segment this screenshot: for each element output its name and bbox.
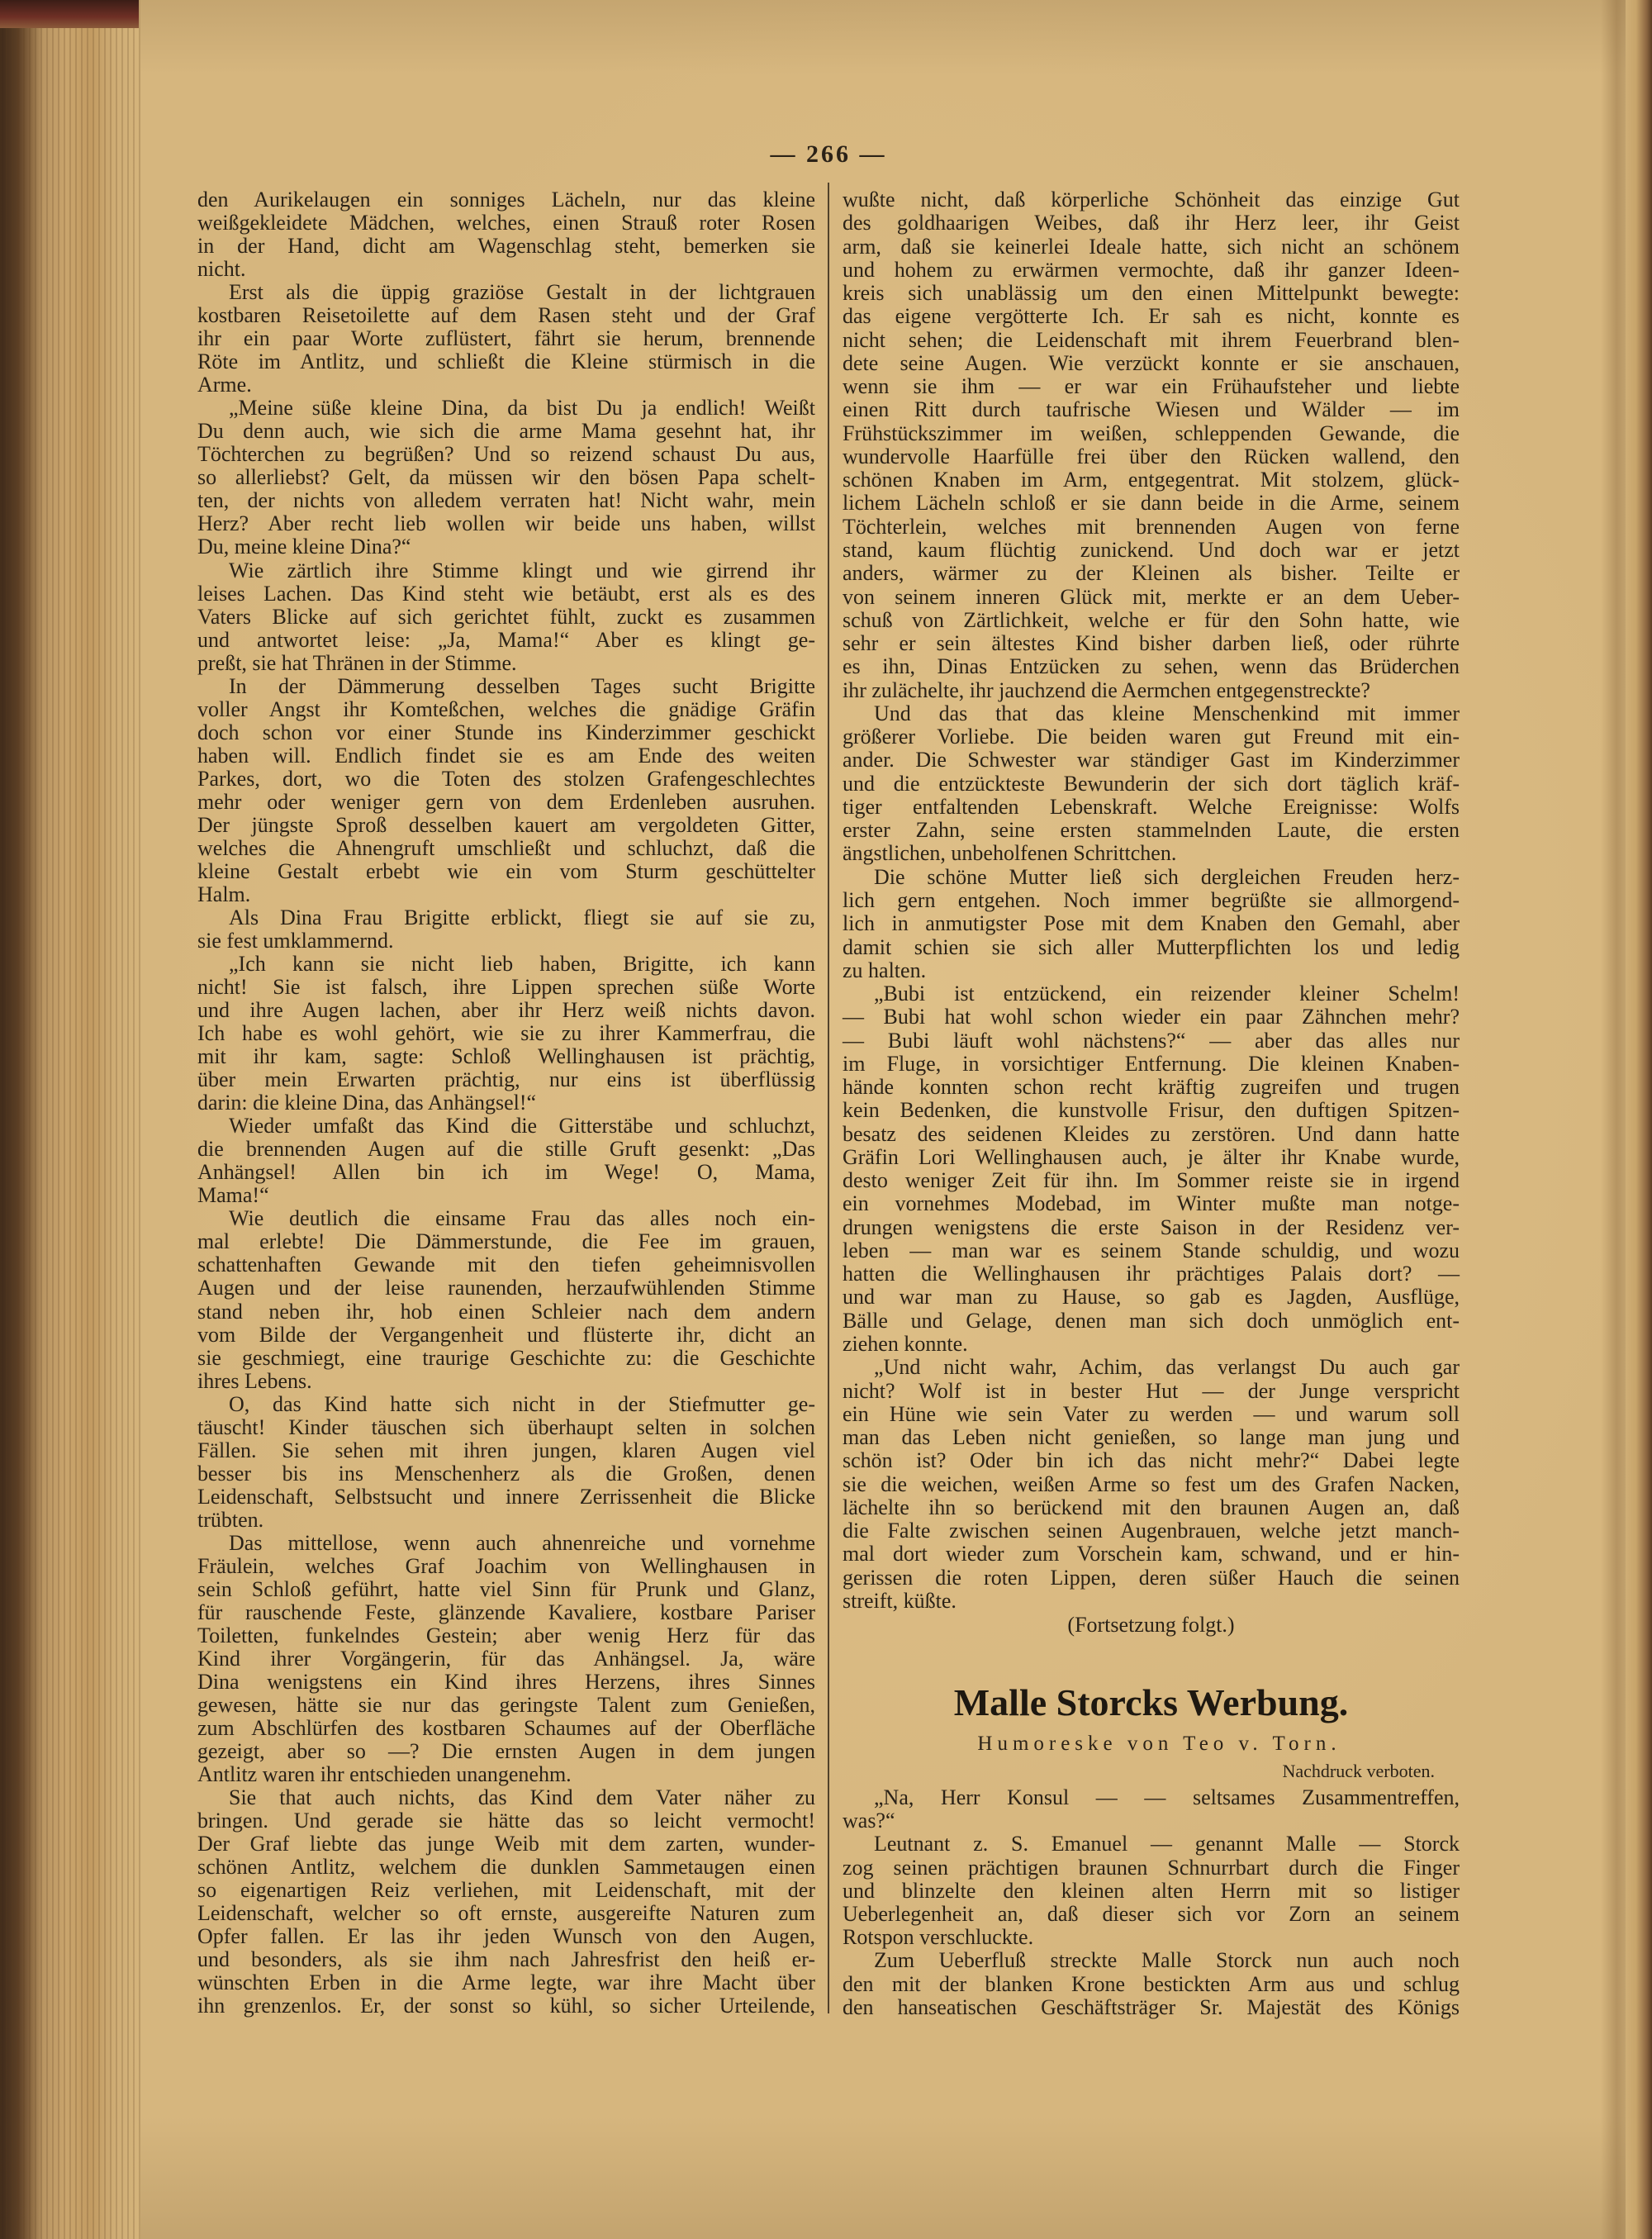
text-line: Töchterlein, welches mit brennenden Augen von ferne: [843, 514, 1460, 539]
text-line: gewesen, hätte sie nur das geringste Talent zum Genießen,: [197, 1693, 815, 1718]
text-line: welches die Ahnengruft umschließt und schluchzt, daß die: [197, 835, 815, 860]
text-line: drungen wenigstens die erste Saison in der Residenz ver-: [843, 1215, 1460, 1239]
text-line: sehr er sein ältestes Kind bisher darben ließ, oder rührte: [843, 631, 1460, 656]
text-line: streift, küßte.: [843, 1588, 957, 1613]
text-line: anders, wärmer zu der Kleinen als bisher. Teilte er: [843, 561, 1460, 586]
text-line: desto weniger Zeit für ihn. Im Sommer reiste sie in irgend: [843, 1168, 1460, 1193]
text-line: die Falte zwischen seinen Augenbrauen, welche jetzt manch-: [843, 1519, 1460, 1543]
paragraph: [197, 1115, 815, 1207]
text-line: über mein Erwarten prächtig, nur eins ist überflüssig: [197, 1067, 815, 1092]
text-line: lächelte ihn so berückend mit den braunen Augen an, daß: [843, 1495, 1460, 1519]
paragraph: [197, 1786, 815, 2018]
text-line: schuß von Zärtlichkeit, welche er für den Sohn hatte, wie: [843, 607, 1460, 632]
text-line: Ich habe es wohl gehört, wie sie zu ihrer Kammerfrau, die: [197, 1021, 815, 1046]
text-line: Rotspon verschluckte.: [843, 1925, 1034, 1950]
text-line: dete seine Augen. Wie verzückt konnte er sie anschauen,: [843, 350, 1460, 375]
adjacent-page-edge: [1626, 0, 1652, 2239]
text-line: ängstlichen, unbeholfenen Schrittchen.: [843, 841, 1177, 866]
text-line: Wieder umfaßt das Kind die Gitterstäbe und schluchzt,: [229, 1114, 815, 1139]
continuation-note: (Fortsetzung folgt.): [1067, 1613, 1235, 1637]
text-line: weißgekleidete Mädchen, welches, einen Strauß roter Rosen: [197, 211, 815, 235]
text-line: Zum Ueberfluß streckte Malle Storck nun auch noch: [874, 1948, 1460, 1973]
text-line: Du denn auch, wie sich die arme Mama gesehnt hat, ihr: [197, 419, 815, 444]
paragraph: [843, 866, 1460, 982]
text-line: wußte nicht, daß körperliche Schönheit das einzige Gut: [843, 188, 1460, 212]
text-line: Ueberlegenheit an, daß dieser sich vor Zorn an seinem: [843, 1901, 1460, 1926]
text-line: Du, meine kleine Dina?“: [197, 535, 411, 559]
text-line: Antlitz waren ihr entschieden unangenehm.: [197, 1762, 572, 1787]
text-line: zum Abschlürfen des kostbaren Schaumes auf der Oberfläche: [197, 1716, 815, 1741]
text-line: Bälle und Gelage, denen man sich doch unmöglich ent-: [843, 1308, 1460, 1333]
page-number: — 266 —: [770, 140, 887, 168]
text-line: Augen und der leise raunenden, herzaufwühlenden Stimme: [197, 1276, 815, 1300]
text-line: besser bis ins Menschenherz als die Großen, denen: [197, 1461, 815, 1486]
paragraph: [197, 397, 815, 559]
rights-notice: Nachdruck verboten.: [1282, 1761, 1435, 1781]
text-line: was?“: [843, 1809, 895, 1833]
text-line: bringen. Und gerade sie hätte das so leicht vermocht!: [197, 1809, 815, 1833]
text-line: — Bubi hat wohl schon wieder ein paar Zähnchen mehr?: [843, 1005, 1460, 1029]
text-line: erster Zahn, seine ersten stammelnden Laute, die ersten: [843, 818, 1460, 843]
text-line: Anhängsel! Allen bin ich im Wege! O, Mama,: [197, 1160, 815, 1185]
text-line: vom Bilde der Vergangenheit und flüsterte ihr, dicht an: [197, 1322, 815, 1347]
text-line: ihn grenzenlos. Er, der sonst so kühl, so sicher Urteilende,: [197, 1994, 815, 2018]
text-line: ihr zulächelte, ihr jauchzend die Aermchen entgegenstreckte?: [843, 677, 1370, 702]
text-line: Arme.: [197, 373, 252, 397]
text-line: es ihn, Dinas Entzücken zu sehen, wenn das Brüderchen: [843, 654, 1460, 679]
paragraph: [843, 1786, 1460, 1833]
text-line: nicht.: [197, 257, 246, 282]
text-line: kreis sich unablässig um den einen Mittelpunkt bewegte:: [843, 281, 1460, 306]
text-line: Sie that auch nichts, das Kind dem Vater näher zu: [229, 1785, 815, 1810]
text-line: leben — man war es seinem Stande schuldig, und wozu: [843, 1238, 1460, 1262]
text-line: — Bubi läuft wohl nächstens?“ — aber das alles nur: [843, 1028, 1460, 1053]
book-binding-edge: [0, 0, 140, 2239]
text-line: hatten die Wellinghausen ihr prächtiges Palais dort? —: [843, 1262, 1460, 1286]
text-line: wundervolle Haarfülle frei über den Rücken wallend, den: [843, 444, 1460, 468]
text-line: und ihre Augen lachen, aber ihr Herz weiß nichts davon.: [197, 998, 815, 1023]
paragraph: [197, 1207, 815, 1392]
text-line: Der jüngste Sproß desselben kauert am vergoldeten Gitter,: [197, 812, 815, 837]
text-line: Fräulein, welches Graf Joachim von Wellinghausen in: [197, 1553, 815, 1578]
paragraph: [197, 559, 815, 675]
text-line: ein vornehmes Modebad, im Winter mußte man notge-: [843, 1191, 1460, 1216]
text-line: und blinzelte den kleinen alten Herrn mit so listiger: [843, 1878, 1460, 1903]
text-line: mehr oder weniger gern von dem Erdenleben ausruhen.: [197, 789, 815, 814]
text-line: Mama!“: [197, 1183, 269, 1208]
text-line: Die schöne Mutter ließ sich dergleichen Freuden herz-: [874, 864, 1460, 889]
text-line: Als Dina Frau Brigitte erblickt, fliegt sie auf sie zu,: [229, 905, 815, 929]
text-line: ziehen konnte.: [843, 1332, 968, 1357]
paragraph: [197, 953, 815, 1115]
text-line: und war man zu Hause, so gab es Jagden, Ausflüge,: [843, 1285, 1460, 1310]
left-column: [197, 188, 815, 2018]
column-divider: [828, 183, 829, 2013]
text-line: und antwortet leise: „Ja, Mama!“ Aber es klingt ge-: [197, 627, 815, 652]
text-line: preßt, sie hat Thränen in der Stimme.: [197, 650, 517, 675]
text-line: leises Lachen. Das Kind steht wie betäubt, erst als es des: [197, 581, 815, 606]
text-line: und besonders, als sie ihm nach Jahresfrist den heiß er-: [197, 1947, 815, 1972]
text-line: Toiletten, funkelndes Gestein; aber wenig Herz für das: [197, 1623, 815, 1647]
text-line: Gräfin Lori Wellinghausen auch, je älter ihr Knabe wurde,: [843, 1144, 1460, 1169]
text-line: besatz des seidenen Kleides zu zerstören. Und dann hatte: [843, 1121, 1460, 1146]
paragraph: [197, 188, 815, 281]
text-line: und die entzückteste Bewunderin der sich dort täglich kräf-: [843, 771, 1460, 796]
text-line: haben will. Endlich findet sie es am Ende des weiten: [197, 743, 815, 768]
text-line: stand neben ihr, hob einen Schleier nach dem andern: [197, 1299, 815, 1324]
paragraph: [843, 1833, 1460, 1949]
text-line: Vaters Blicke auf sich gerichtet fühlt, zuckt es zusammen: [197, 604, 815, 629]
story-title: Malle Storcks Werbung.: [953, 1681, 1349, 1723]
book-cover-corner: [0, 0, 139, 28]
text-line: von seinem inneren Glück mit, merkte er an dem Ueber-: [843, 584, 1460, 609]
text-line: doch schon vor einer Stunde ins Kinderzimmer geschickt: [197, 720, 815, 744]
text-line: lich gern entgehen. Noch immer begrüßte sie allmorgend-: [843, 887, 1460, 912]
text-line: trübten.: [197, 1507, 264, 1532]
text-line: in der Hand, dicht am Wagenschlag steht, bemerken sie: [197, 234, 815, 259]
text-line: Das mittellose, wenn auch ahnenreiche und vornehme: [229, 1530, 815, 1555]
text-line: zog seinen prächtigen braunen Schnurrbart durch die Finger: [843, 1855, 1460, 1880]
text-line: wünschten Erben in die Arme legte, war ihre Macht über: [197, 1970, 815, 1995]
text-line: Opfer fallen. Er las ihr jeden Wunsch von den Augen,: [197, 1924, 815, 1949]
text-line: damit schien sie sich aller Mutterpflichten los und ledig: [843, 934, 1460, 959]
text-line: das eigene vergötterte Ich. Er sah es nicht, konnte es: [843, 304, 1460, 329]
text-line: stand, kaum flüchtig zunickend. Und doch war er jetzt: [843, 537, 1460, 562]
text-line: gezeigt, aber so —? Die ernsten Augen in dem jungen: [197, 1739, 815, 1764]
text-line: Leidenschaft, welcher so oft ernste, ausgereifte Naturen zum: [197, 1901, 815, 1926]
story-column: [843, 1786, 1460, 2019]
text-line: man das Leben nicht genießen, so lange man jung und: [843, 1425, 1460, 1450]
text-line: mit ihr kam, sagte: Schloß Wellinghausen ist prächtig,: [197, 1044, 815, 1069]
paragraph: [197, 906, 815, 953]
text-line: Herz? Aber recht lieb wollen wir beide uns haben, willst: [197, 511, 815, 536]
text-line: nicht! Sie ist falsch, ihre Lippen sprechen süße Worte: [197, 975, 815, 1000]
text-line: lichem Lächeln schloß er sie dann beide in die Arme, seinem: [843, 491, 1460, 516]
text-line: sein Schloß geführt, hatte viel Sinn für Prunk und Glanz,: [197, 1576, 815, 1601]
text-line: nicht? Wolf ist in bester Hut — der Junge verspricht: [843, 1378, 1460, 1403]
text-line: die brennenden Augen auf die stille Gruft gesenkt: „Das: [197, 1137, 815, 1162]
text-line: ihr ein paar Worte zuflüstert, fährt sie herum, brennende: [197, 326, 815, 351]
text-line: Halm.: [197, 882, 251, 906]
text-line: täuscht! Kinder täuschen sich überhaupt selten in solchen: [197, 1414, 815, 1439]
text-line: sie die weichen, weißen Arme so fest um des Grafen Nacken,: [843, 1471, 1460, 1496]
text-line: kleine Gestalt erbebt wie ein vom Sturm geschüttelter: [197, 858, 815, 883]
right-column: [843, 188, 1460, 1613]
text-line: Und das that das kleine Menschenkind mit immer: [874, 701, 1460, 725]
text-line: des goldhaarigen Weibes, daß ihr Herz leer, ihr Geist: [843, 211, 1460, 235]
text-line: Wie zärtlich ihre Stimme klingt und wie girrend ihr: [229, 558, 815, 582]
text-line: sie geschmiegt, eine traurige Geschichte zu: die Geschichte: [197, 1345, 815, 1370]
text-line: tiger entfaltenden Lebenskraft. Welche Ereignisse: Wolfs: [843, 794, 1460, 819]
text-line: Wie deutlich die einsame Frau das alles noch ein-: [229, 1206, 815, 1231]
text-line: für rauschende Feste, glänzende Kavaliere, kostbare Pariser: [197, 1600, 815, 1624]
text-line: In der Dämmerung desselben Tages sucht Brigitte: [229, 673, 815, 698]
text-line: Fällen. Sie sehen mit ihren jungen, klaren Augen viel: [197, 1438, 815, 1462]
text-line: zu halten.: [843, 958, 927, 982]
text-line: gerissen die roten Lippen, deren süßer Hauch die seinen: [843, 1565, 1460, 1590]
text-line: Erst als die üppig graziöse Gestalt in der lichtgrauen: [229, 280, 815, 305]
text-line: lich in anmutigster Pose mit dem Knaben den Gemahl, aber: [843, 911, 1460, 936]
text-line: mal erlebte! Die Dämmerstunde, die Fee im grauen,: [197, 1229, 815, 1254]
text-line: „Und nicht wahr, Achim, das verlangst Du auch gar: [874, 1355, 1460, 1380]
text-line: mal dort wieder zum Vorschein kam, schwand, und er hin-: [843, 1542, 1460, 1566]
paragraph: [843, 702, 1460, 866]
text-line: Frühstückszimmer im weißen, schleppenden Gewande, die: [843, 421, 1460, 445]
text-line: so eigenartigen Reiz verliehen, mit Leidenschaft, mit der: [197, 1878, 815, 1903]
text-line: ten, der nichts von alledem verraten hat! Nicht wahr, mein: [197, 488, 815, 513]
text-line: größerer Vorliebe. Die beiden waren gut Freund mit ein-: [843, 725, 1460, 749]
text-line: den Aurikelaugen ein sonniges Lächeln, nur das kleine: [197, 188, 815, 212]
text-line: Röte im Antlitz, und schließt die Kleine stürmisch in die: [197, 349, 815, 374]
text-line: Leidenschaft, Selbstsucht und innere Zerrissenheit die Blicke: [197, 1484, 815, 1509]
text-line: voller Angst ihr Komteßchen, welches die gnädige Gräfin: [197, 696, 815, 721]
text-line: einen Ritt durch taufrische Wiesen und Wälder — im: [843, 397, 1460, 422]
text-line: schön ist? Oder bin ich das nicht mehr?“ Dabei legte: [843, 1448, 1460, 1473]
paragraph: [197, 281, 815, 397]
text-line: ihres Lebens.: [197, 1368, 312, 1393]
page-fold-shadow: [1601, 0, 1627, 2239]
story-byline: Humoreske von Teo v. Torn.: [977, 1733, 1341, 1755]
text-line: schattenhaften Gewande mit den tiefen geheimnisvollen: [197, 1253, 815, 1277]
paragraph: [197, 1393, 815, 1532]
paragraph: [843, 188, 1460, 702]
text-line: „Na, Herr Konsul — — seltsames Zusammentreffen,: [874, 1785, 1460, 1809]
text-line: wenn sie ihm — er war ein Frühaufsteher und liebte: [843, 374, 1460, 399]
text-line: kostbaren Reisetoilette auf dem Rasen steht und der Graf: [197, 303, 815, 328]
text-line: „Meine süße kleine Dina, da bist Du ja endlich! Weißt: [229, 396, 815, 421]
text-line: so allerliebst? Gelt, da müssen wir den bösen Papa schelt-: [197, 465, 815, 490]
text-line: den hanseatischen Geschäftsträger Sr. Majestät des Königs: [843, 1994, 1460, 2019]
text-line: Der Graf liebte das junge Weib mit dem zarten, wunder-: [197, 1832, 815, 1856]
paragraph: [843, 1356, 1460, 1613]
text-line: arm, daß sie keinerlei Ideale hatte, sich nicht an schönem: [843, 234, 1460, 259]
text-line: schönen Knaben im Arm, entgegentrat. Mit stolzem, glück-: [843, 468, 1460, 492]
text-line: im Fluge, in vorsichtiger Entfernung. Die kleinen Knaben-: [843, 1051, 1460, 1076]
text-line: darin: die kleine Dina, das Anhängsel!“: [197, 1091, 537, 1115]
paragraph: [197, 1532, 815, 1786]
text-line: ander. Die Schwester war ständiger Gast im Kinderzimmer: [843, 748, 1460, 772]
text-line: hände konnten schon recht kräftig zugreifen und trugen: [843, 1075, 1460, 1100]
text-line: Parkes, dort, wo die Toten des stolzen Grafengeschlechtes: [197, 766, 815, 791]
paragraph: [197, 675, 815, 906]
text-line: Dina wenigstens ein Kind ihres Herzens, ihres Sinnes: [197, 1670, 815, 1694]
text-line: ein Hüne wie sein Vater zu werden — und warum soll: [843, 1401, 1460, 1426]
paragraph: [843, 1949, 1460, 2019]
text-line: „Ich kann sie nicht lieb haben, Brigitte, ich kann: [229, 952, 815, 977]
text-line: und hohem zu erwärmen vermochte, daß ihr ganzer Ideen-: [843, 257, 1460, 282]
text-line: schönen Antlitz, welchem die dunklen Sammetaugen einen: [197, 1855, 815, 1880]
text-line: Kind ihrer Vorgängerin, für das Anhängsel. Ja, wäre: [197, 1646, 815, 1671]
text-line: Töchterchen zu begrüßen? Und so reizend schaust Du aus,: [197, 442, 815, 467]
text-line: kein Bedenken, die kunstvolle Frisur, den duftigen Spitzen-: [843, 1098, 1460, 1123]
text-line: O, das Kind hatte sich nicht in der Stiefmutter ge-: [229, 1391, 815, 1416]
text-line: den mit der blanken Krone bestickten Arm aus und schlug: [843, 1971, 1460, 1996]
paragraph: [843, 982, 1460, 1356]
text-line: sie fest umklammernd.: [197, 929, 394, 953]
text-line: nicht sehen; die Leidenschaft mit ihrem Feuerbrand blen-: [843, 327, 1460, 352]
text-line: „Bubi ist entzückend, ein reizender kleiner Schelm!: [874, 982, 1460, 1006]
text-line: Leutnant z. S. Emanuel — genannt Malle — Storck: [874, 1832, 1460, 1856]
